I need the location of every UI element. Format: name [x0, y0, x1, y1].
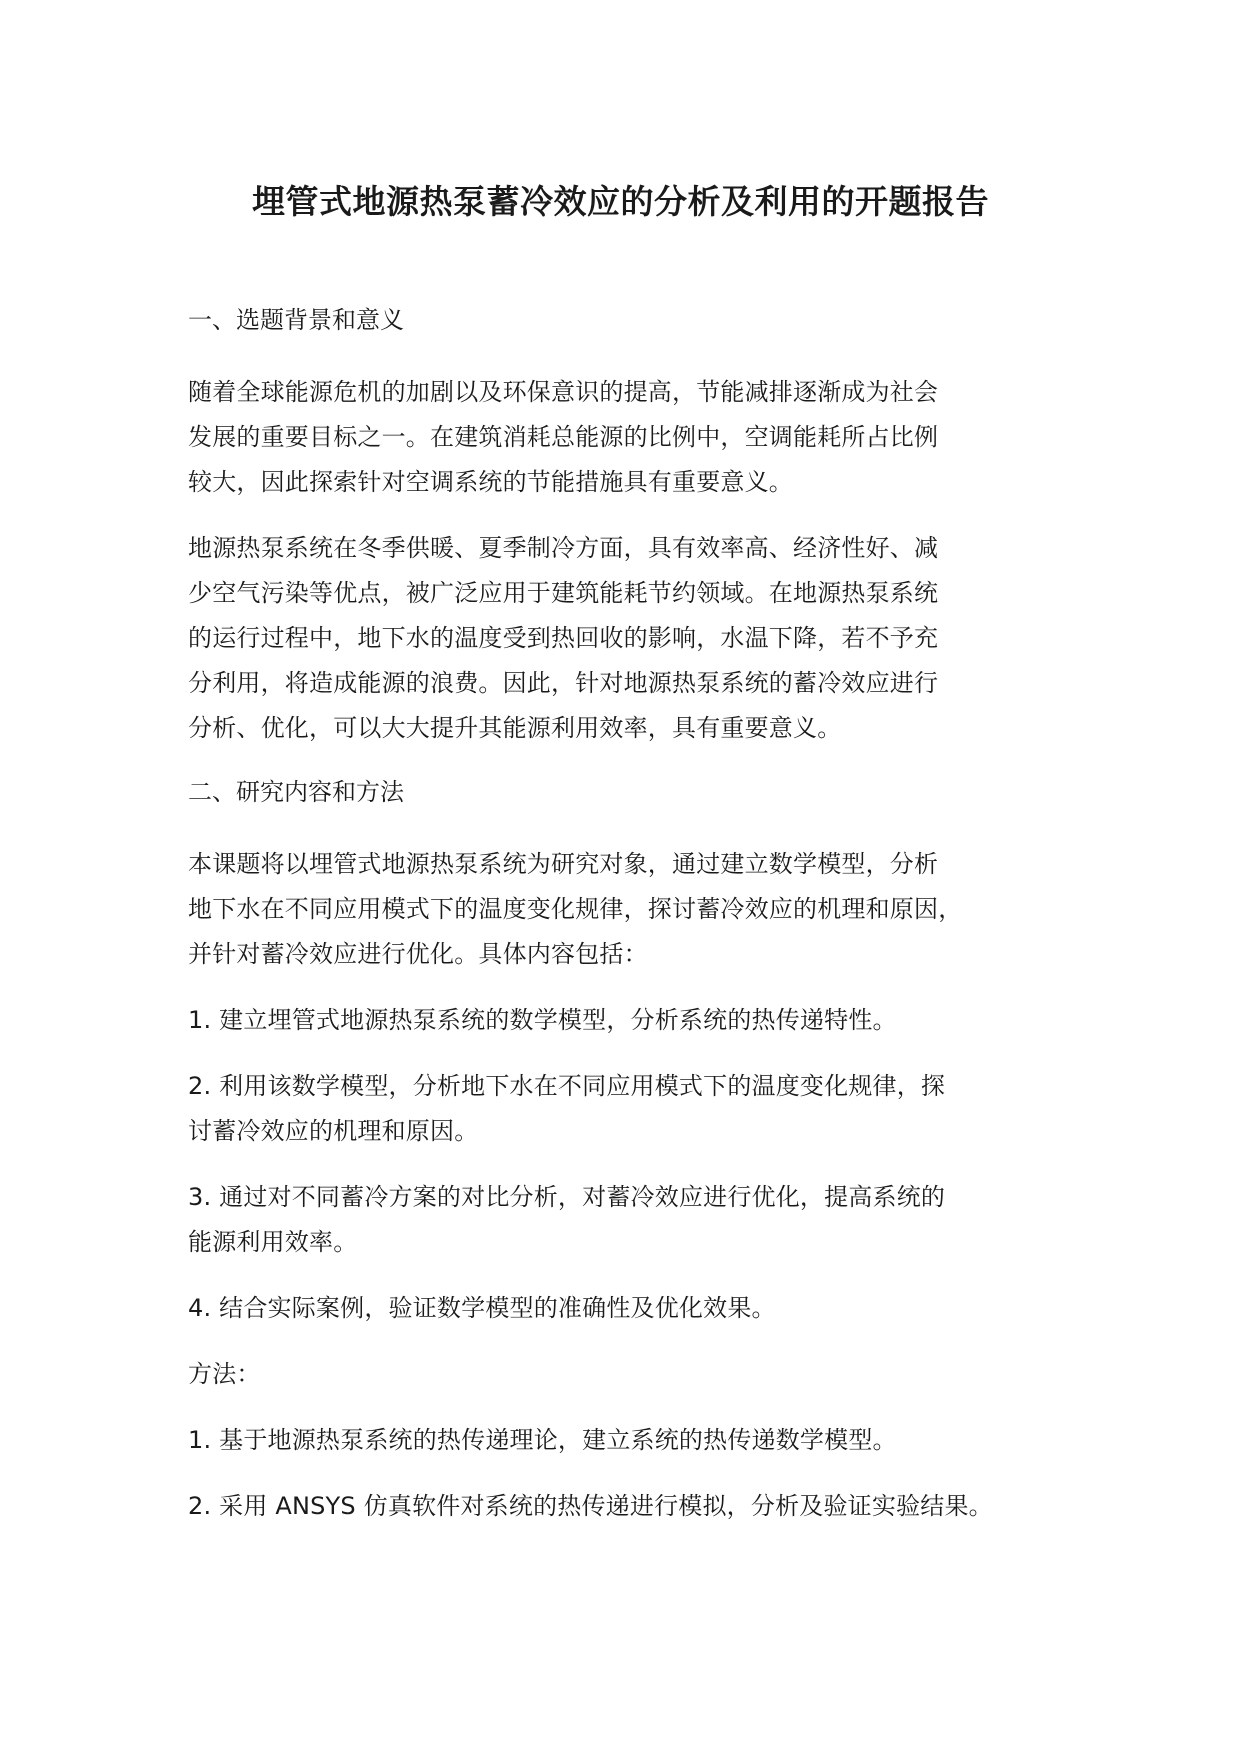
methods-label: 方法： [188, 1360, 261, 1388]
text-line: 1. 建立埋管式地源热泵系统的数学模型，分析系统的热传递特性。 [188, 1006, 897, 1034]
text-line: 2. 利用该数学模型，分析地下水在不同应用模式下的温度变化规律，探 [188, 1072, 946, 1100]
section-background-paragraphs [188, 370, 1088, 751]
list-item [188, 1418, 1088, 1463]
text-line: 少空气污染等优点，被广泛应用于建筑能耗节约领域。在地源热泵系统 [188, 579, 939, 607]
text-line: 的运行过程中，地下水的温度受到热回收的影响，水温下降，若不予充 [188, 624, 939, 652]
research-content-list [188, 998, 1088, 1331]
text-line: 随着全球能源危机的加剧以及环保意识的提高，节能减排逐渐成为社会 [188, 378, 939, 406]
text-line: 1. 基于地源热泵系统的热传递理论，建立系统的热传递数学模型。 [188, 1426, 897, 1454]
list-item [188, 1175, 1088, 1265]
list-item [188, 998, 1088, 1043]
list-item [188, 1484, 1088, 1529]
document-body [188, 300, 1088, 1550]
text-line: 能源利用效率。 [188, 1228, 358, 1256]
text-line: 4. 结合实际案例，验证数学模型的准确性及优化效果。 [188, 1294, 776, 1322]
text-line: 地源热泵系统在冬季供暖、夏季制冷方面，具有效率高、经济性好、减 [188, 534, 939, 562]
section-heading-background: 一、选题背景和意义 [188, 306, 404, 334]
text-line: 讨蓄冷效应的机理和原因。 [188, 1117, 479, 1145]
paragraph [188, 370, 1088, 505]
text-line: 发展的重要目标之一。在建筑消耗总能源的比例中，空调能耗所占比例 [188, 423, 939, 451]
paragraph [188, 842, 1088, 977]
document-title: 埋管式地源热泵蓄冷效应的分析及利用的开题报告 [252, 182, 989, 221]
text-line: 并针对蓄冷效应进行优化。具体内容包括： [188, 940, 648, 968]
text-line: 分利用，将造成能源的浪费。因此，针对地源热泵系统的蓄冷效应进行 [188, 669, 939, 697]
methods-list [188, 1418, 1088, 1529]
text-line: 地下水在不同应用模式下的温度变化规律，探讨蓄冷效应的机理和原因， [188, 895, 963, 923]
section-heading-methods: 二、研究内容和方法 [188, 778, 404, 806]
text-line: 2. 采用 ANSYS 仿真软件对系统的热传递进行模拟，分析及验证实验结果。 [188, 1492, 993, 1520]
section-research-intro [188, 842, 1088, 977]
text-line: 分析、优化，可以大大提升其能源利用效率，具有重要意义。 [188, 714, 842, 742]
list-item [188, 1286, 1088, 1331]
text-line: 本课题将以埋管式地源热泵系统为研究对象，通过建立数学模型，分析 [188, 850, 939, 878]
paragraph [188, 526, 1088, 751]
list-item [188, 1064, 1088, 1154]
text-line: 较大，因此探索针对空调系统的节能措施具有重要意义。 [188, 468, 793, 496]
text-line: 3. 通过对不同蓄冷方案的对比分析，对蓄冷效应进行优化，提高系统的 [188, 1183, 946, 1211]
